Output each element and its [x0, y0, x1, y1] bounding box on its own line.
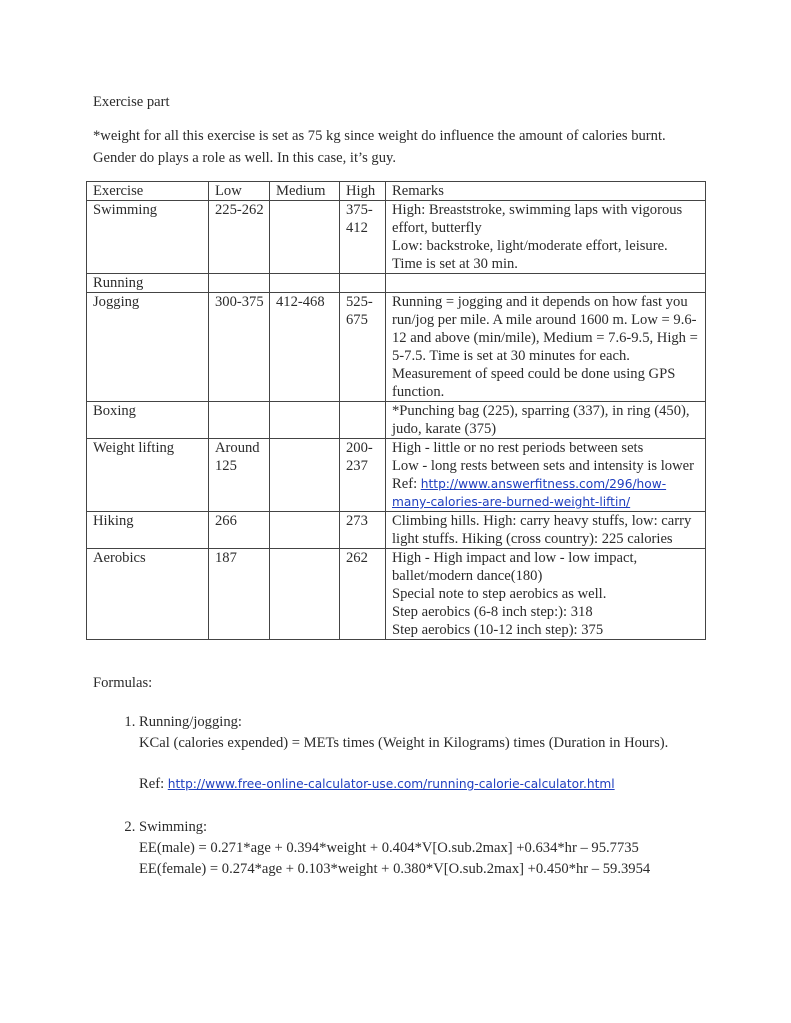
cell-high: 525-675: [340, 293, 386, 402]
remark-line: Low: backstroke, light/moderate effort, leisure.: [392, 238, 668, 254]
cell-exercise: Boxing: [87, 402, 209, 439]
header-medium: Medium: [270, 182, 340, 201]
cell-remarks: [386, 439, 706, 512]
exercise-table: [86, 181, 706, 640]
header-high: High: [340, 182, 386, 201]
formula-item: [139, 712, 705, 795]
remark-line: Special note to step aerobics as well.: [392, 586, 607, 602]
table-row: [87, 512, 706, 549]
formula-line: EE(male) = 0.271*age + 0.394*weight + 0.404*V[O.sub.2max] +0.634*hr – 95.7735: [139, 840, 639, 856]
formulas-title: Formulas:: [93, 675, 153, 691]
cell-high: [340, 402, 386, 439]
remark-line: Step aerobics (10-12 inch step): 375: [392, 622, 604, 638]
cell-low: Around 125: [209, 439, 270, 512]
formula-name: 1. Running/jogging:: [139, 714, 242, 730]
table-row: [87, 274, 706, 293]
table-row: [87, 439, 706, 512]
cell-medium: [270, 201, 340, 274]
cell-medium: [270, 402, 340, 439]
cell-remarks: [386, 293, 706, 402]
cell-exercise: Swimming: [87, 201, 209, 274]
remark-line: Time is set at 30 min.: [392, 256, 518, 272]
remark-line: High: Breaststroke, swimming laps with vigorous effort, butterfly: [392, 202, 683, 236]
ref-label: Ref:: [139, 776, 168, 792]
cell-medium: [270, 274, 340, 293]
header-low: Low: [209, 182, 270, 201]
header-exercise: Exercise: [87, 182, 209, 201]
remark-line: Step aerobics (6-8 inch step:): 318: [392, 604, 593, 620]
formula-line: EE(female) = 0.274*age + 0.103*weight + 0.380*V[O.sub.2max] +0.450*hr – 59.3954: [139, 861, 651, 877]
table-row: [87, 293, 706, 402]
remark-line: High - High impact and low - low impact, ballet/modern dance(180): [392, 550, 638, 584]
formula-name: 2. Swimming:: [139, 819, 208, 835]
formula-item: [139, 817, 705, 880]
cell-exercise: Running: [87, 274, 209, 293]
cell-high: 375-412: [340, 201, 386, 274]
header-remarks: Remarks: [386, 182, 706, 201]
reference-link[interactable]: http://www.answerfitness.com/296/how-many-calories-are-burned-weight-liftin/: [392, 477, 667, 509]
cell-low: 187: [209, 549, 270, 640]
cell-medium: 412-468: [270, 293, 340, 402]
cell-medium: [270, 549, 340, 640]
table-header-row: [87, 182, 706, 201]
cell-low: [209, 402, 270, 439]
cell-exercise: Hiking: [87, 512, 209, 549]
cell-remarks: [386, 274, 706, 293]
cell-medium: [270, 439, 340, 512]
intro-paragraph: *weight for all this exercise is set as 75 kg since weight do influence the amount of calories burnt. Gender do plays a role as well. In this case, it’s guy.: [93, 128, 666, 166]
remark-line: High - little or no rest periods between sets: [392, 440, 644, 456]
formula-list: [93, 712, 705, 880]
remark-line: Low - long rests between sets and intensity is lower: [392, 458, 694, 474]
section-heading: Exercise part: [93, 94, 170, 110]
cell-exercise: Jogging: [87, 293, 209, 402]
remark-reference: [392, 475, 700, 511]
ref-label: Ref:: [392, 476, 421, 492]
cell-low: 225-262: [209, 201, 270, 274]
cell-exercise: Aerobics: [87, 549, 209, 640]
remark-line: Climbing hills. High: carry heavy stuffs, low: carry light stuffs. Hiking (cross country): 225 calories: [392, 513, 692, 547]
table-row: [87, 201, 706, 274]
formula-line: KCal (calories expended) = METs times (Weight in Kilograms) times (Duration in Hours).: [139, 735, 669, 751]
cell-high: 262: [340, 549, 386, 640]
remark-line: *Punching bag (225), sparring (337), in ring (450), judo, karate (375): [392, 403, 690, 437]
formula-reference: [139, 774, 705, 795]
cell-low: 300-375: [209, 293, 270, 402]
cell-low: 266: [209, 512, 270, 549]
cell-high: 200-237: [340, 439, 386, 512]
cell-medium: [270, 512, 340, 549]
cell-high: 273: [340, 512, 386, 549]
table-row: [87, 549, 706, 640]
remark-line: Running = jogging and it depends on how fast you run/jog per mile. A mile around 1600 m. Low = 9.6-12 and above (min/mile), Medium = 7.6-9.5, High = 5-7.5. Time is set at 30 minutes for each. Measurement of speed could be done using GPS function.: [392, 294, 698, 400]
cell-remarks: [386, 201, 706, 274]
cell-remarks: [386, 549, 706, 640]
reference-link[interactable]: http://www.free-online-calculator-use.com/running-calorie-calculator.html: [167, 777, 615, 791]
cell-high: [340, 274, 386, 293]
cell-low: [209, 274, 270, 293]
cell-remarks: [386, 402, 706, 439]
table-row: [87, 402, 706, 439]
document-page: [93, 93, 705, 902]
cell-exercise: Weight lifting: [87, 439, 209, 512]
cell-remarks: [386, 512, 706, 549]
